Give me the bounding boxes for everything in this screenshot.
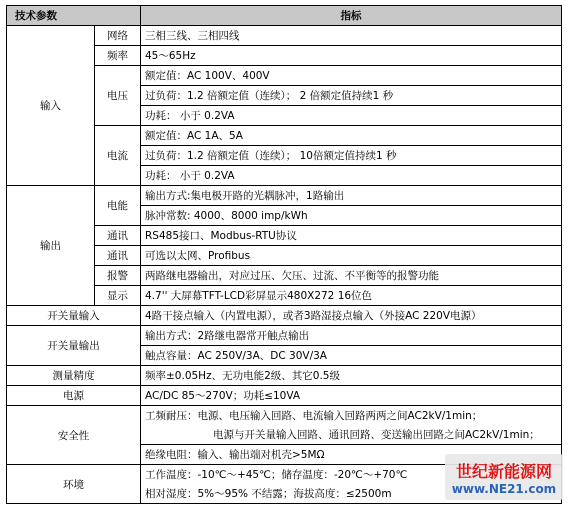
category-environment: 环境 (7, 465, 141, 504)
voltage-rated: 额定值：AC 100V、400V (141, 66, 562, 86)
subcategory-alarm: 报警 (95, 266, 141, 286)
spec-table (6, 5, 562, 504)
table-row (7, 26, 562, 46)
current-overload: 过负荷：1.2 倍额定值（连续）； 10倍额定值持续1 秒 (141, 146, 562, 166)
switch-output-mode: 输出方式：2路继电器常开触点输出 (141, 326, 562, 346)
watermark-url: www.NE21.com (451, 482, 557, 496)
safety-withstand-1: 工频耐压：电源、电压输入回路、电流输入回路两两之间AC2kV/1min； (141, 406, 562, 426)
category-power-supply: 电源 (7, 386, 141, 406)
category-switch-input: 开关量输入 (7, 306, 141, 326)
subcategory-energy: 电能 (95, 186, 141, 226)
table-row (7, 306, 562, 326)
accuracy-value: 频率±0.05Hz、无功电能2级、其它0.5级 (141, 366, 562, 386)
subcategory-frequency: 频率 (95, 46, 141, 66)
watermark-logo (445, 454, 563, 500)
frequency-value: 45～65Hz (141, 46, 562, 66)
energy-mode: 输出方式:集电极开路的光耦脉冲，1路输出 (141, 186, 562, 206)
category-input: 输入 (7, 26, 95, 186)
table-row (7, 326, 562, 346)
voltage-overload: 过负荷：1.2 倍额定值（连续）； 2 倍额定值持续1 秒 (141, 86, 562, 106)
subcategory-network: 网络 (95, 26, 141, 46)
safety-insulation: 绝缘电阻：输入、输出端对机壳>5MΩ (141, 445, 562, 465)
network-value: 三相三线、三相四线 (141, 26, 562, 46)
comm-2-value: 可选以太网、Profibus (141, 246, 562, 266)
table-row (7, 366, 562, 386)
energy-pulse: 脉冲常数: 4000、8000 imp/kWh (141, 206, 562, 226)
header-indicator: 指标 (141, 6, 562, 26)
watermark-cn: 世纪新能源网 (455, 462, 552, 481)
display-value: 4.7'' 大屏幕TFT-LCD彩屏显示480X272 16位色 (141, 286, 562, 306)
safety-withstand-2: 电源与开关量输入回路、通讯回路、变送输出回路之间AC2kV/1min； (141, 425, 562, 445)
category-switch-output: 开关量输出 (7, 326, 141, 366)
table-header-row (7, 6, 562, 26)
environment-humidity: 相对湿度：5%～95% 不结露；海拔高度：≤2500m (141, 484, 562, 504)
table-row (7, 186, 562, 206)
power-supply-value: AC/DC 85～270V；功耗≤10VA (141, 386, 562, 406)
table-row (7, 386, 562, 406)
subcategory-display: 显示 (95, 286, 141, 306)
current-rated: 额定值：AC 1A、5A (141, 126, 562, 146)
category-safety: 安全性 (7, 406, 141, 465)
header-param: 技术参数 (7, 6, 141, 26)
category-accuracy: 测量精度 (7, 366, 141, 386)
current-power: 功耗： 小于 0.2VA (141, 166, 562, 186)
alarm-value: 两路继电器输出，对应过压、欠压、过流、不平衡等的报警功能 (141, 266, 562, 286)
comm-1-value: RS485接口、Modbus-RTU协议 (141, 226, 562, 246)
voltage-power: 功耗： 小于 0.2VA (141, 106, 562, 126)
table-row (7, 406, 562, 426)
subcategory-voltage: 电压 (95, 66, 141, 126)
subcategory-comm-2: 通讯 (95, 246, 141, 266)
category-output: 输出 (7, 186, 95, 306)
subcategory-current: 电流 (95, 126, 141, 186)
switch-input-value: 4路干接点输入（内置电源），或者3路湿接点输入（外接AC 220V电源） (141, 306, 562, 326)
switch-output-capacity: 触点容量：AC 250V/3A、DC 30V/3A (141, 346, 562, 366)
environment-temperature: 工作温度：-10℃～+45℃；储存温度：-20℃～+70℃ (141, 465, 562, 485)
subcategory-comm-1: 通讯 (95, 226, 141, 246)
